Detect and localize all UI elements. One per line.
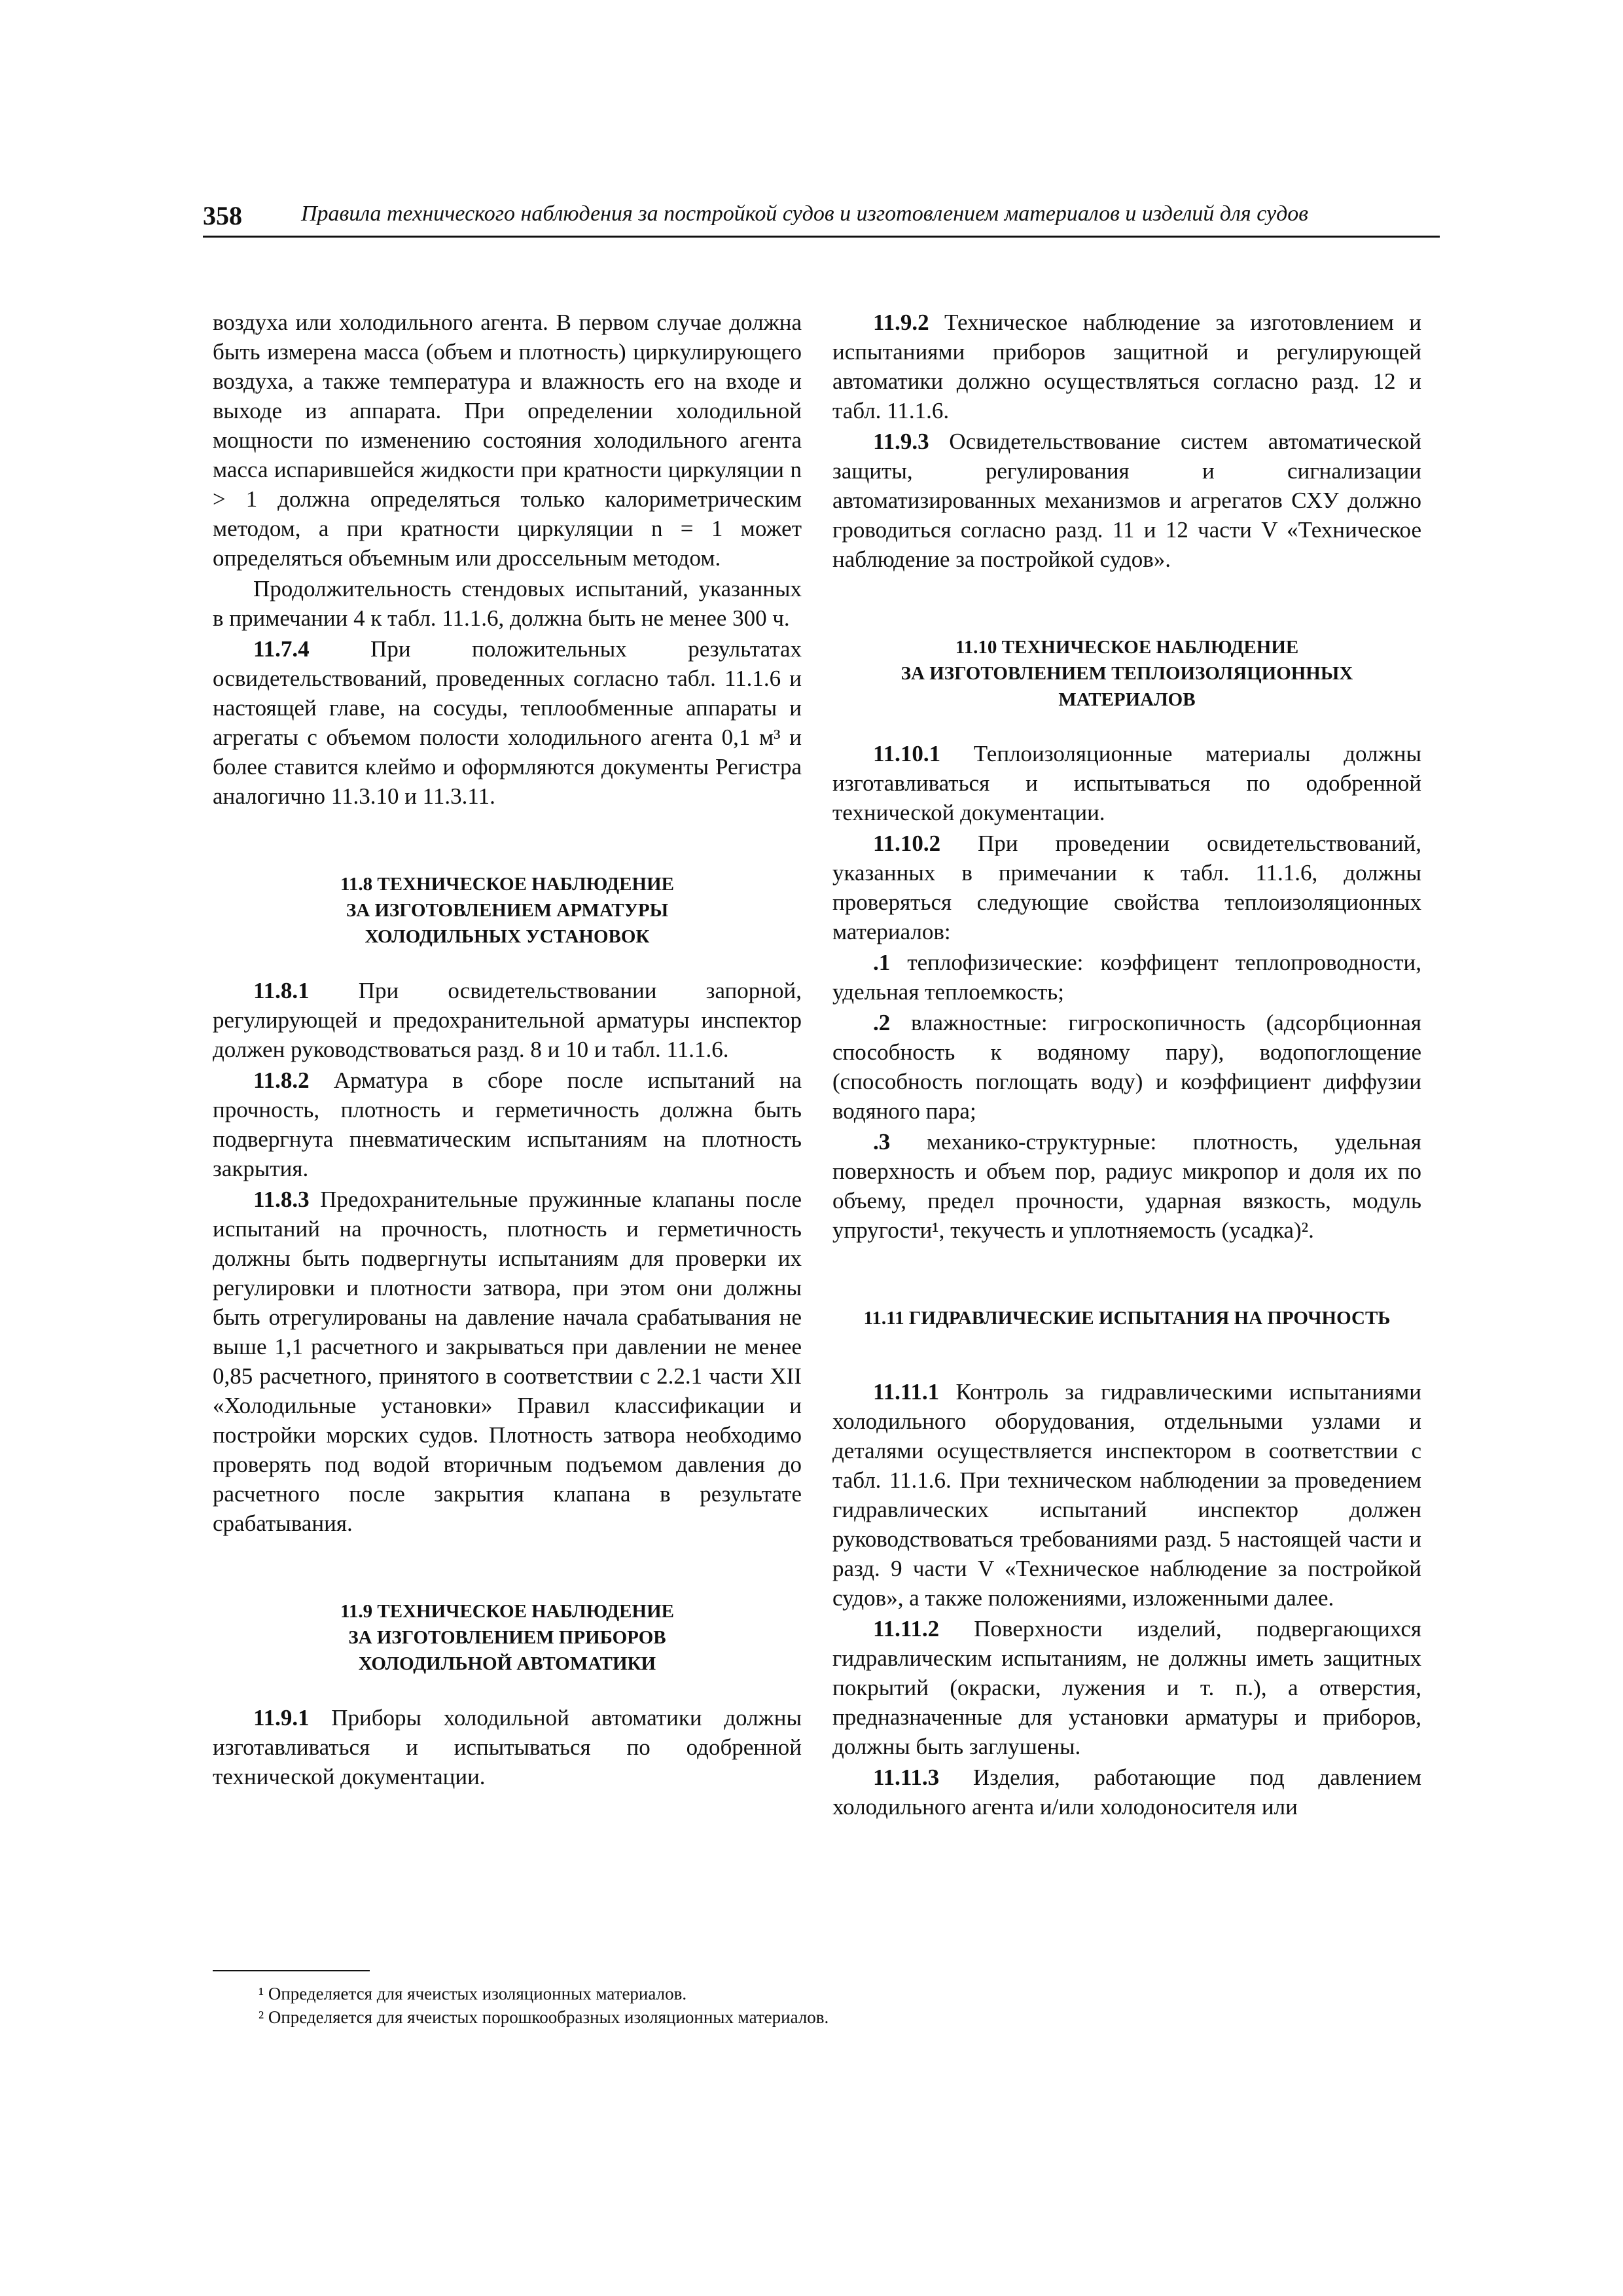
clause-number: 11.8.1	[253, 978, 310, 1003]
clause-text: Контроль за гидравлическими испытаниями холодильного оборудования, отдельными узлами и деталями осуществляется инспектором в соответствии с табл. 11.1.6. При техническом наблюдении за проведением гидравлических испытаний инспектор должен руководствоваться требованиями разд. 5 настоящей части и разд. 9 части V «Техническое наблюдение за постройкой судов», а также положениями, изложенными далее.	[832, 1379, 1421, 1611]
paragraph: Продолжительность стендовых испытаний, указанных в примечании 4 к табл. 11.1.6, должна быть не менее 300 ч.	[213, 576, 802, 631]
heading-line: 11.8 ТЕХНИЧЕСКОЕ НАБЛЮДЕНИЕ	[340, 874, 674, 895]
heading-line: ЗА ИЗГОТОВЛЕНИЕМ АРМАТУРЫ	[346, 900, 669, 921]
clause-text: Предохранительные пружинные клапаны после испытаний на прочность, плотность и герметичность должны быть подвергнуты испытаниям для проверки их регулировки и плотности затвора, при этом они должны быть отрегулированы на давление начала срабатывания не выше 1,1 расчетного и закрываться при давлении не менее 0,85 расчетного, принятого в соответствии с 2.2.1 части XII «Холодильные установки» Правил классификации и постройки морских судов. Плотность затвора необходимо проверять под водой вторичным подъемом давления до расчетного после закрытия клапана в результате срабатывания.	[213, 1187, 802, 1536]
heading-line: ХОЛОДИЛЬНЫХ УСТАНОВОК	[365, 926, 650, 947]
section-heading-11-11: 11.11 ГИДРАВЛИЧЕСКИЕ ИСПЫТАНИЯ НА ПРОЧНОСТЬ	[863, 1308, 1391, 1329]
clause-text: Арматура в сборе после испытаний на прочность, плотность и герметичность должна быть подвергнута пневматическим испытаниям на плотность закрытия.	[213, 1067, 802, 1181]
clause-number: 11.11.1	[873, 1379, 940, 1405]
paragraph	[832, 739, 1421, 827]
paragraph	[213, 1703, 802, 1791]
paragraph	[213, 1066, 802, 1183]
clause-number: 11.8.3	[253, 1187, 310, 1212]
item-number: .2	[873, 1010, 891, 1035]
clause-text: Поверхности изделий, подвергающихся гидравлическим испытаниям, не должны иметь защитных покрытий (окраски, лужения и т. п.), а отверстия, предназначенные для установки арматуры и приборов, должны быть заглушены.	[832, 1616, 1421, 1759]
paragraph	[832, 1763, 1421, 1821]
item-text: влажностные: гигроскопичность (адсорбционная способность к водяному пару), водопоглощение (способность поглощать воду) и коэффициент диффузии водяного пара;	[832, 1010, 1421, 1124]
item-text: теплофизические: коэффицент теплопроводности, удельная теплоемкость;	[832, 950, 1421, 1005]
clause-number: 11.9.3	[873, 429, 929, 454]
heading-line: МАТЕРИАЛОВ	[1058, 689, 1196, 710]
clause-number: 11.7.4	[253, 636, 310, 662]
clause-text: Изделия, работающие под давлением холодильного агента и/или холодоносителя или	[832, 1765, 1421, 1820]
paragraph	[213, 634, 802, 811]
clause-text: Освидетельствование систем автоматической защиты, регулирования и сигнализации автоматизированных механизмов и агрегатов СХУ должно гроводиться согласно разд. 11 и 12 части V «Техническое наблюдение за постройкой судов».	[832, 429, 1421, 572]
paragraph	[832, 427, 1421, 574]
paragraph	[213, 1185, 802, 1538]
clause-text: Теплоизоляционные материалы должны изготавливаться и испытываться по одобренной технической документации.	[832, 741, 1421, 825]
paragraph	[832, 1377, 1421, 1613]
list-item	[832, 948, 1421, 1007]
clause-number: 11.10.2	[873, 831, 941, 856]
left-column	[213, 308, 802, 1793]
section-heading-11-10	[832, 634, 1421, 713]
item-number: .3	[873, 1129, 891, 1155]
heading-line: ЗА ИЗГОТОВЛЕНИЕМ ПРИБОРОВ	[348, 1627, 666, 1648]
heading-line: ЗА ИЗГОТОВЛЕНИЕМ ТЕПЛОИЗОЛЯЦИОННЫХ	[901, 663, 1353, 684]
clause-text: Приборы холодильной автоматики должны изготавливаться и испытываться по одобренной технической документации.	[213, 1705, 802, 1789]
clause-number: 11.11.3	[873, 1765, 940, 1790]
clause-text: Техническое наблюдение за изготовлением и испытаниями приборов защитной и регулирующей автоматики должно осуществляться согласно разд. 12 и табл. 11.1.6.	[832, 310, 1421, 423]
clause-number: 11.10.1	[873, 741, 941, 766]
footnote-rule	[213, 1970, 370, 1971]
heading-line: ХОЛОДИЛЬНОЙ АВТОМАТИКИ	[358, 1653, 656, 1674]
paragraph	[832, 308, 1421, 425]
footnote-1: ¹ Определяется для ячеистых изоляционных материалов.	[259, 1984, 687, 2003]
footnote-2: ² Определяется для ячеистых порошкообразных изоляционных материалов.	[259, 2007, 829, 2027]
paragraph: воздуха или холодильного агента. В первом случае должна быть измерена масса (объем и плотность) циркулирующего воздуха, а также температура и влажность его на входе и выходе из аппарата. При определении холодильной мощности по изменению состояния холодильного агента масса испарившейся жидкости при кратности циркуляции n > 1 должна определяться только калориметрическим методом, а при кратности циркуляции n = 1 может определяться объемным или дроссельным методом.	[213, 310, 802, 571]
footnotes	[213, 1982, 1391, 2029]
clause-text: При проведении освидетельствований, указанных в примечании к табл. 11.1.6, должны проверяться следующие свойства теплоизоляционных материалов:	[832, 831, 1421, 944]
running-title: Правила технического наблюдения за постройкой судов и изготовлением материалов и изделий для судов	[301, 202, 1309, 226]
paragraph	[832, 1614, 1421, 1761]
list-item	[832, 1008, 1421, 1126]
paragraph	[832, 829, 1421, 946]
item-text: механико-структурные: плотность, удельная поверхность и объем пор, радиус микропор и доля их по объему, предел прочности, ударная вязкость, модуль упругости¹, текучесть и уплотняемость (усадка)².	[832, 1129, 1421, 1243]
running-head	[203, 196, 1440, 238]
clause-number: 11.9.2	[873, 310, 929, 335]
heading-line: 11.9 ТЕХНИЧЕСКОЕ НАБЛЮДЕНИЕ	[340, 1601, 674, 1622]
heading-line: 11.10 ТЕХНИЧЕСКОЕ НАБЛЮДЕНИЕ	[955, 637, 1299, 658]
section-heading-11-8	[213, 871, 802, 950]
page-number: 358	[203, 201, 242, 230]
clause-text: При положительных результатах освидетельствований, проведенных согласно табл. 11.1.6 и настоящей главе, на сосуды, теплообменные аппараты и агрегаты с объемом полости холодильного агента 0,1 м³ и более ставится клеймо и оформляются документы Регистра аналогично 11.3.10 и 11.3.11.	[213, 636, 802, 809]
list-item	[832, 1127, 1421, 1245]
clause-number: 11.11.2	[873, 1616, 940, 1641]
right-column	[832, 308, 1421, 1823]
item-number: .1	[873, 950, 891, 975]
clause-text: При освидетельствовании запорной, регулирующей и предохранительной арматуры инспектор должен руководствоваться разд. 8 и 10 и табл. 11.1.6.	[213, 978, 802, 1062]
paragraph	[213, 976, 802, 1064]
clause-number: 11.8.2	[253, 1067, 310, 1093]
section-heading-11-9	[213, 1598, 802, 1677]
clause-number: 11.9.1	[253, 1705, 310, 1731]
